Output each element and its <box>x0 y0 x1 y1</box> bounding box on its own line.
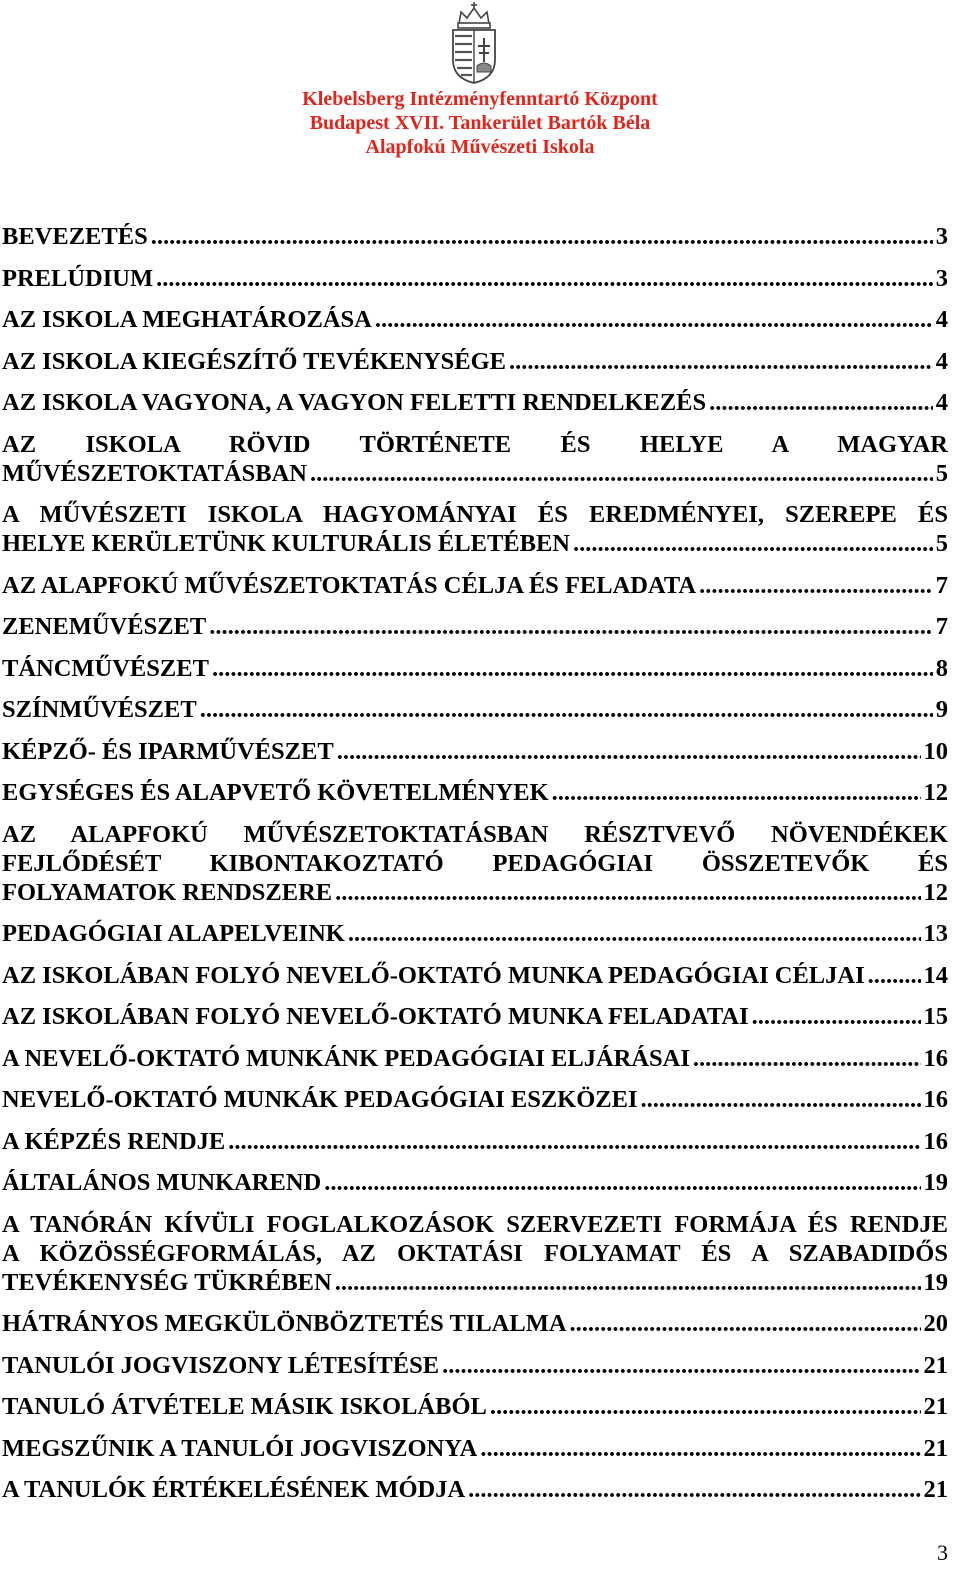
toc-leader-dots <box>348 919 921 948</box>
toc-entry[interactable] <box>2 388 948 417</box>
toc-entry-title-line: FOLYAMATOK RENDSZERE <box>2 878 333 906</box>
toc-entry-title: A KÉPZÉS RENDJE <box>2 1127 226 1155</box>
toc-entry[interactable] <box>2 961 948 990</box>
toc-entry-page: 8 <box>935 654 948 682</box>
toc-leader-dots <box>480 1434 920 1463</box>
toc-entry-title-line: TEVÉKENYSÉG TÜKRÉBEN <box>2 1268 332 1296</box>
toc-leader-dots <box>156 264 933 293</box>
toc-leader-dots <box>324 1168 920 1197</box>
toc-entry-title: A TANULÓK ÉRTÉKELÉSÉNEK MÓDJA <box>2 1476 466 1503</box>
toc-entry-title: SZÍNMŰVÉSZET <box>2 696 197 723</box>
toc-entry[interactable] <box>2 347 948 376</box>
toc-entry-page: 4 <box>935 347 948 375</box>
toc-entry-page: 15 <box>923 1003 948 1030</box>
toc-entry-title-line: A KÖZÖSSÉGFORMÁLÁS, AZ OKTATÁSI FOLYAMAT ÉS A SZABADIDŐS <box>2 1239 948 1267</box>
toc-entry-page: 19 <box>923 1169 948 1196</box>
toc-entry[interactable] <box>2 654 948 683</box>
toc-entry-title: AZ ISKOLA VAGYONA, A VAGYON FELETTI RENDELKEZÉS <box>2 389 707 416</box>
toc-entry[interactable] <box>2 264 948 293</box>
toc-entry-page: 9 <box>935 696 948 723</box>
toc-entry[interactable] <box>2 778 948 807</box>
toc-entry-page: 14 <box>923 961 948 989</box>
toc-entry-page: 7 <box>935 571 948 599</box>
toc-entry-page: 4 <box>935 389 948 416</box>
page-number: 3 <box>937 1540 948 1565</box>
toc-entry[interactable] <box>2 1351 948 1380</box>
toc-entry-title-line: AZ ALAPFOKÚ MŰVÉSZETOKTATÁSBAN RÉSZTVEVŐ NÖVENDÉKEK <box>2 820 948 848</box>
toc-leader-dots <box>573 529 933 558</box>
toc-leader-dots <box>709 388 933 417</box>
toc-leader-dots <box>375 305 933 334</box>
toc-leader-dots <box>699 571 933 600</box>
toc-entry-title: TANULÓ ÁTVÉTELE MÁSIK ISKOLÁBÓL <box>2 1393 487 1420</box>
hungarian-coat-of-arms-icon <box>447 2 501 84</box>
toc-entry-page: 21 <box>923 1434 948 1462</box>
toc-leader-dots <box>552 778 921 807</box>
toc-leader-dots <box>228 1127 920 1156</box>
toc-entry[interactable] <box>2 1309 948 1338</box>
toc-entry[interactable] <box>2 571 948 600</box>
toc-entry[interactable] <box>2 695 948 724</box>
toc-leader-dots <box>752 1002 921 1031</box>
toc-entry[interactable] <box>2 1392 948 1421</box>
toc-entry-title: BEVEZETÉS <box>2 223 148 250</box>
toc-entry-page: 21 <box>923 1393 948 1420</box>
toc-entry-title-line: AZ ISKOLA RÖVID TÖRTÉNETE ÉS HELYE A MAGYAR <box>2 430 948 458</box>
toc-leader-dots <box>212 654 933 683</box>
toc-entry-title-line: MŰVÉSZETOKTATÁSBAN <box>2 459 307 487</box>
toc-entry-title: AZ ISKOLÁBAN FOLYÓ NEVELŐ-OKTATÓ MUNKA PEDAGÓGIAI CÉLJAI <box>2 961 865 989</box>
toc-entry-title: KÉPZŐ- ÉS IPARMŰVÉSZET <box>2 737 334 765</box>
toc-leader-dots <box>509 347 933 376</box>
toc-entry-page: 21 <box>923 1476 948 1503</box>
toc-leader-dots <box>209 612 933 641</box>
toc-entry[interactable] <box>2 737 948 766</box>
toc-leader-dots <box>310 459 933 488</box>
toc-entry-page: 7 <box>935 613 948 640</box>
toc-entry[interactable] <box>2 222 948 251</box>
toc-entry[interactable] <box>2 1434 948 1463</box>
toc-entry-page: 16 <box>923 1044 948 1072</box>
toc-leader-dots <box>200 695 933 724</box>
toc-entry-page: 12 <box>923 779 948 806</box>
org-line-3: Alapfokú Művészeti Iskola <box>365 136 595 158</box>
toc-entry-page: 4 <box>935 306 948 333</box>
toc-entry-title: PEDAGÓGIAI ALAPELVEINK <box>2 920 345 947</box>
toc-entry-page: 13 <box>923 920 948 947</box>
toc-entry[interactable] <box>2 305 948 334</box>
toc-entry-page: 19 <box>923 1268 948 1296</box>
toc-entry-title: TÁNCMŰVÉSZET <box>2 654 209 682</box>
toc-entry-title-line: HELYE KERÜLETÜNK KULTURÁLIS ÉLETÉBEN <box>2 530 570 557</box>
toc-entry-title: ÁLTALÁNOS MUNKAREND <box>2 1169 322 1196</box>
toc-entry-page: 3 <box>935 223 948 250</box>
toc-leader-dots <box>151 222 933 251</box>
toc-entry-title: TANULÓI JOGVISZONY LÉTESÍTÉSE <box>2 1351 440 1379</box>
toc-leader-dots <box>641 1085 921 1114</box>
toc-entry-page: 20 <box>923 1310 948 1337</box>
toc-entry-title: PRELÚDIUM <box>2 264 154 292</box>
toc-entry[interactable] <box>2 1475 948 1504</box>
toc-leader-dots <box>335 1268 921 1297</box>
toc-entry-title: AZ ISKOLA KIEGÉSZÍTŐ TEVÉKENYSÉGE <box>2 347 507 375</box>
toc-leader-dots <box>337 737 921 766</box>
toc-entry-title: HÁTRÁNYOS MEGKÜLÖNBÖZTETÉS TILALMA <box>2 1310 567 1337</box>
toc-entry[interactable] <box>2 1210 948 1297</box>
toc-entry[interactable] <box>2 430 948 488</box>
toc-entry-title: MEGSZŰNIK A TANULÓI JOGVISZONYA <box>2 1434 478 1462</box>
toc-entry-title-line: A TANÓRÁN KÍVÜLI FOGLALKOZÁSOK SZERVEZETI FORMÁJA ÉS RENDJE <box>2 1210 948 1238</box>
toc-entry-page: 21 <box>923 1351 948 1379</box>
toc-entry[interactable] <box>2 1085 948 1114</box>
toc-entry-title: ZENEMŰVÉSZET <box>2 613 207 640</box>
toc-entry[interactable] <box>2 1044 948 1073</box>
toc-leader-dots <box>468 1475 920 1504</box>
toc-entry-title-line: A MŰVÉSZETI ISKOLA HAGYOMÁNYAI ÉS EREDMÉNYEI, SZEREPE ÉS <box>2 501 948 528</box>
toc-entry-page: 12 <box>923 878 948 906</box>
toc-leader-dots <box>490 1392 921 1421</box>
toc-entry-page: 5 <box>935 459 948 487</box>
toc-entry[interactable] <box>2 1002 948 1031</box>
toc-entry-title: AZ ISKOLÁBAN FOLYÓ NEVELŐ-OKTATÓ MUNKA FELADATAI <box>2 1003 749 1030</box>
toc-leader-dots <box>693 1044 921 1073</box>
toc-entry-title: NEVELŐ-OKTATÓ MUNKÁK PEDAGÓGIAI ESZKÖZEI <box>2 1086 638 1113</box>
toc-entry-title-line: FEJLŐDÉSÉT KIBONTAKOZTATÓ PEDAGÓGIAI ÖSSZETEVŐK ÉS <box>2 849 948 877</box>
org-line-1: Klebelsberg Intézményfenntartó Központ <box>302 88 658 110</box>
toc-leader-dots <box>442 1351 920 1380</box>
toc-entry-page: 16 <box>923 1127 948 1155</box>
toc-entry[interactable] <box>2 1127 948 1156</box>
toc-entry[interactable] <box>2 612 948 641</box>
toc-entry[interactable] <box>2 820 948 907</box>
toc-entry-title: A NEVELŐ-OKTATÓ MUNKÁNK PEDAGÓGIAI ELJÁRÁSAI <box>2 1044 690 1072</box>
toc-entry-title: EGYSÉGES ÉS ALAPVETŐ KÖVETELMÉNYEK <box>2 779 549 806</box>
org-line-2: Budapest XVII. Tankerület Bartók Béla <box>309 112 651 134</box>
toc-leader-dots <box>335 878 920 907</box>
table-of-contents <box>2 222 948 1517</box>
toc-entry-title: AZ ISKOLA MEGHATÁROZÁSA <box>2 306 372 333</box>
toc-entry-page: 16 <box>923 1086 948 1113</box>
toc-entry[interactable] <box>2 1168 948 1197</box>
toc-entry-title: AZ ALAPFOKÚ MŰVÉSZETOKTATÁS CÉLJA ÉS FELADATA <box>2 571 697 599</box>
toc-leader-dots <box>570 1309 921 1338</box>
toc-entry-page: 3 <box>935 264 948 292</box>
toc-entry[interactable] <box>2 919 948 948</box>
toc-entry-page: 5 <box>935 530 948 557</box>
toc-leader-dots <box>868 961 921 990</box>
toc-entry-page: 10 <box>923 737 948 765</box>
toc-entry[interactable] <box>2 500 948 558</box>
